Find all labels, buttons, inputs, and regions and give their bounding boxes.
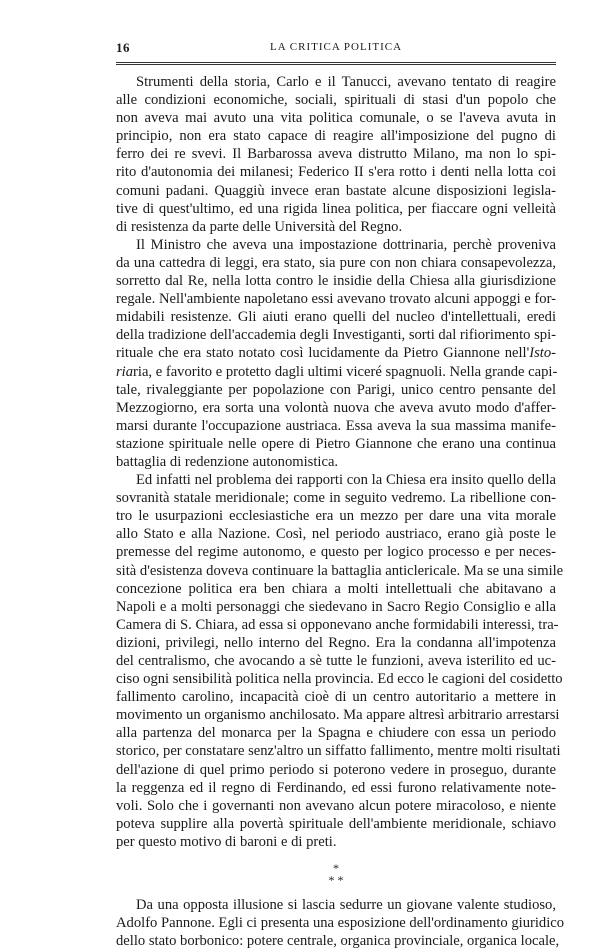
body-text [116, 73, 565, 950]
text-line: allo Stato e alla Nazione. Così, nel periodo austriaco, erano già poste le [116, 526, 556, 543]
section-separator [116, 862, 556, 886]
text-line: storico, per constatare senz'altro un siffatto fallimento, mentre molti risultati [116, 743, 561, 760]
text-line: fallimento carolino, incapacità cioè di un centro autoritario a mettere in [116, 689, 556, 706]
text-line: sovranità statale meridionale; come in seguito vedremo. La ribellione con- [116, 490, 556, 507]
text-line: Mezzogiorno, era sorta una volontà nuova che aveva avuto modo d'affer- [116, 399, 556, 416]
text-line: sità d'esistenza doveva continuare la battaglia anticlericale. Ma se una simile [116, 562, 564, 579]
asterism-top: * [333, 861, 339, 876]
text-line: alla partenza del monarca per la Spagna e chiudere con essa un periodo [116, 725, 556, 742]
asterism-bottom: * * [328, 873, 344, 888]
text-line: Il Ministro che aveva una impostazione dottrinaria, perchè proveniva [136, 236, 556, 253]
text-line: di resistenza da parte delle Università del Regno. [116, 218, 403, 235]
text-line: premesse del regime autonomo, e questo per logico processo e per neces- [116, 544, 556, 561]
text-line: dizioni, privilegi, nello interno del Regno. Era la condanna all'impotenza [116, 634, 556, 651]
text-line: del centralismo, che avocando a sè tutte le funzioni, aveva isterilito ed uc- [116, 653, 556, 669]
text-line: poteva supplire alla povertà spirituale dell'ambiente meridionale, schiavo [116, 815, 556, 832]
text-line: midabili resistenze. Gli aiuti erano quelli del nucleo d'intellettuali, eredi [116, 309, 556, 326]
text-line: tale, rivaleggiante per popolazione con Parigi, unico centro pensante del [116, 381, 556, 398]
text-line: regale. Nell'ambiente napoletano essi avevano trovato alcuni appoggi e for- [116, 291, 556, 308]
text-line: per questo motivo di baroni e di preti. [116, 833, 337, 850]
text-line: movimento un organismo anchilosato. Ma appare altresì arbitrario arrestarsi [116, 707, 560, 724]
paragraph-4 [116, 896, 565, 950]
text-fragment: ria, e favorito e protetto dagli ultimi viceré spagnuoli. Nella grande capi- [133, 363, 558, 380]
text-line [116, 363, 556, 381]
text-line: della tradizione dell'accademia degli Investiganti, sorti dal rifiorimento spi- [116, 327, 556, 344]
text-line: Napoli e a molti personaggi che siedevano in Sacro Regio Consiglio e alla [116, 598, 556, 615]
text-line: Da una opposta illusione si lascia sedurre un giovane valente studioso, [136, 897, 556, 914]
text-line: dell'azione di quel primo periodo si poterono vedere in proseguo, durante [116, 761, 556, 778]
text-line: comuni padani. Quaggiù invece eran bastate alcune disposizioni legisla- [116, 182, 556, 199]
text-line: da una cattedra di leggi, era stato, sia pure con non chiara consapevolezza, [116, 254, 556, 271]
text-line: Ed infatti nel problema dei rapporti con la Chiesa era insito quello della [136, 472, 556, 489]
paragraph-1 [116, 73, 556, 236]
text-line: Strumenti della storia, Carlo e il Tanucci, avevano tentato di reagire [136, 74, 556, 90]
italic-word: Isto- [529, 345, 556, 362]
page-header [116, 40, 556, 60]
text-line: concezione politica era ben chiara a molti intellettuali che abitavano a [116, 580, 556, 597]
text-line [116, 344, 556, 362]
text-line: voli. Solo che i governanti non avevano alcun potere miracoloso, e niente [116, 797, 556, 814]
italic-word: ria [116, 363, 134, 380]
text-fragment: rituale che era stato notato così lucidamente da Pietro Giannone nell' [116, 345, 530, 362]
text-line: tive di quest'ultimo, ed una rigida linea politica, per fiaccare ogni velleità [116, 200, 556, 217]
text-line: ferro dei re svevi. Il Barbarossa aveva distrutto Milano, ma non lo spi- [116, 146, 556, 163]
text-line: Adolfo Pannone. Egli ci presenta una esposizione dell'ordinamento giuridico [116, 915, 565, 932]
text-line: ciso ogni sensibilità politica nella provincia. Ed ecco le cagioni del cosidetto [116, 671, 563, 688]
text-line: stazione spirituale nelle opere di Pietro Giannone che erano una continua [116, 435, 556, 452]
text-line: principio, non era stato capace di reagire all'imposizione del pugno di [116, 128, 556, 145]
paragraph-2 [116, 236, 556, 471]
running-title: LA CRITICA POLITICA [269, 41, 403, 53]
text-line: marsi durante l'occupazione austriaca. Essa aveva la sua massima manife- [116, 417, 556, 434]
paragraph-3 [116, 471, 564, 851]
text-line: dello stato borbonico: potere centrale, organica provinciale, organica locale, [116, 933, 560, 950]
text-line: non aveva mai avuto una vita politica comunale, o se l'aveva avuta in [116, 110, 556, 127]
page-number: 16 [116, 40, 130, 55]
text-line: Camera di S. Chiara, ad essa si opponevano anche formidabili interessi, tra- [116, 616, 559, 633]
text-line: tro le usurpazioni ecclesiastiche era un mezzo per dare una vita morale [116, 508, 556, 525]
header-rule [116, 62, 556, 65]
text-line: sorretto dal Re, nella lotta contro le insidie della Chiesa alla giurisdizione [116, 273, 556, 290]
text-line: battaglia di redenzione autonomistica. [116, 453, 339, 470]
text-line: alle condizioni economiche, sociali, spirituali di stasi d'un popolo che [116, 92, 556, 109]
text-line: rito d'autonomia dei milanesi; Federico II s'era rotto i denti nella lotta coi [116, 164, 556, 181]
text-line: la reggenza ed il regno di Ferdinando, ed essi furono relativamente note- [116, 779, 556, 796]
